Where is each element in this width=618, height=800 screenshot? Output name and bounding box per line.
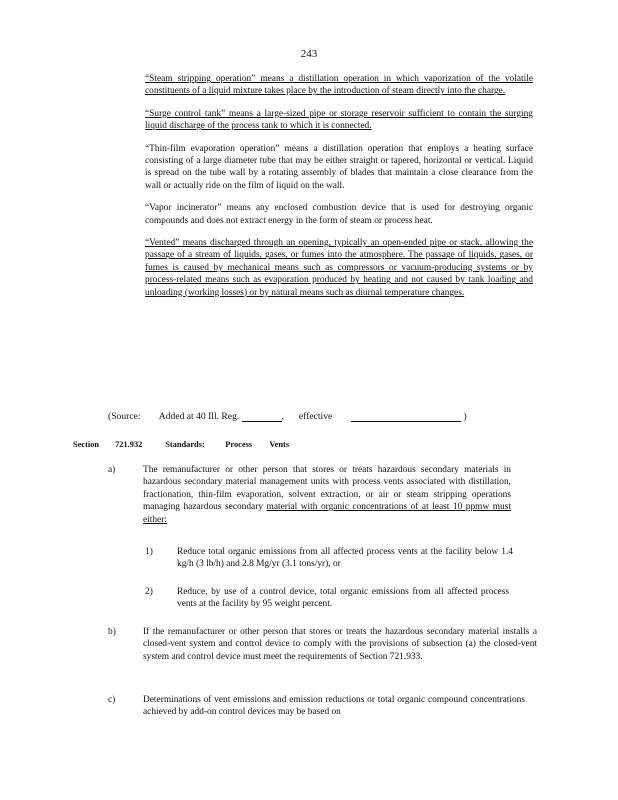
source-note: (Source: Added at 40 Ill. Reg. , effective ): [108, 411, 467, 422]
section-title-vents: Vents: [269, 440, 290, 449]
subsection-c-text: Determinations of vent emissions and emission reductions or total organic compound concentrations achieved by add-on control devices may be based on: [143, 695, 525, 718]
definitions-list: [145, 73, 533, 309]
definition-steam-stripping-operation: “Steam stripping operation” means a distillation operation in which vaporization of the volatile constituents of a liquid mixture takes place by the introduction of steam directly into the charge.: [145, 74, 533, 97]
definition-vented: “Vented” means discharged through an opening, typically an open-ended pipe or stack, allowing the passage of a stream of liquids, gases, or fumes into the atmosphere. The passage of liquids, gases, or fumes is caused by mechanical means such as compressors or vacuum-producing systems or by process-related means such as evaporation produced by heating and not caused by tank loading and unloading (working losses) or by natural means such as diurnal temperature changes.: [145, 238, 533, 298]
definition-vapor-incinerator: “Vapor incinerator” means any enclosed combustion device that is used for destroying organic compounds and does not extract energy in the form of steam or process heat.: [145, 203, 533, 226]
source-effective-blank: [351, 420, 461, 422]
subsection-a-label: a): [108, 465, 116, 475]
subsection-a-2-text: Reduce, by use of a control device, total organic emissions from all affected process vents at the facility by 95 weight percent.: [177, 587, 509, 610]
subsection-a-underlined-tail: material with organic concentrations of at least 10 ppmw must either:: [143, 502, 511, 525]
section-heading: [73, 440, 289, 449]
section-number: 721.932: [115, 440, 143, 449]
page-number: 243: [300, 48, 318, 60]
subsection-b-text: If the remanufacturer or other person that stores or treats the hazardous secondary material installs a closed-vent system and control device to comply with the provisions of subsection (a) the closed-vent system and control device must meet the requirements of Section 721.933.: [143, 627, 537, 662]
subsection-a-2-label: 2): [145, 587, 153, 597]
subsection-b-label: b): [108, 627, 116, 637]
section-title-process: Process: [225, 440, 253, 449]
definition-thin-film-evaporation-operation: “Thin-film evaporation operation” means a distillation operation that employs a heating surface consisting of a large diameter tube that may be either straight or tapered, horizontal or vertical. Liquid is spread on the tube wall by a rotating assembly of blades that maintain a close clearance from the wall or actually ride on the film of liquid on the wall.: [145, 143, 533, 191]
section-label: Section: [73, 440, 100, 449]
source-register-blank: [242, 420, 282, 422]
source-prefix: (Source:: [108, 411, 141, 422]
definition-surge-control-tank: “Surge control tank” means a large-sized pipe or storage reservoir sufficient to contain the surging liquid discharge of the process tank to which it is connected.: [145, 108, 533, 132]
section-title-standards: Standards:: [165, 440, 205, 449]
subsection-a-1-text: Reduce total organic emissions from all affected process vents at the facility below 1.4 kg/h (3 lb/h) and 2.8 Mg/yr (3.1 tons/yr), or: [177, 547, 513, 570]
subsection-a-1-label: 1): [145, 547, 153, 557]
source-effective-label: effective: [298, 411, 333, 422]
source-closing: ): [463, 411, 467, 422]
source-text: Added at 40 Ill. Reg.: [158, 411, 240, 422]
subsection-c-label: c): [108, 695, 116, 705]
subsection-a-text: The remanufacturer or other person that stores or treats hazardous secondary materials in hazardous secondary material management units with process vents associated with distillation, fractionation, thin-film evaporation, solvent extraction, or air or steam stripping operations managing hazardous secondary material with organic concentrations of at least 10 ppmw must either:: [143, 465, 511, 525]
